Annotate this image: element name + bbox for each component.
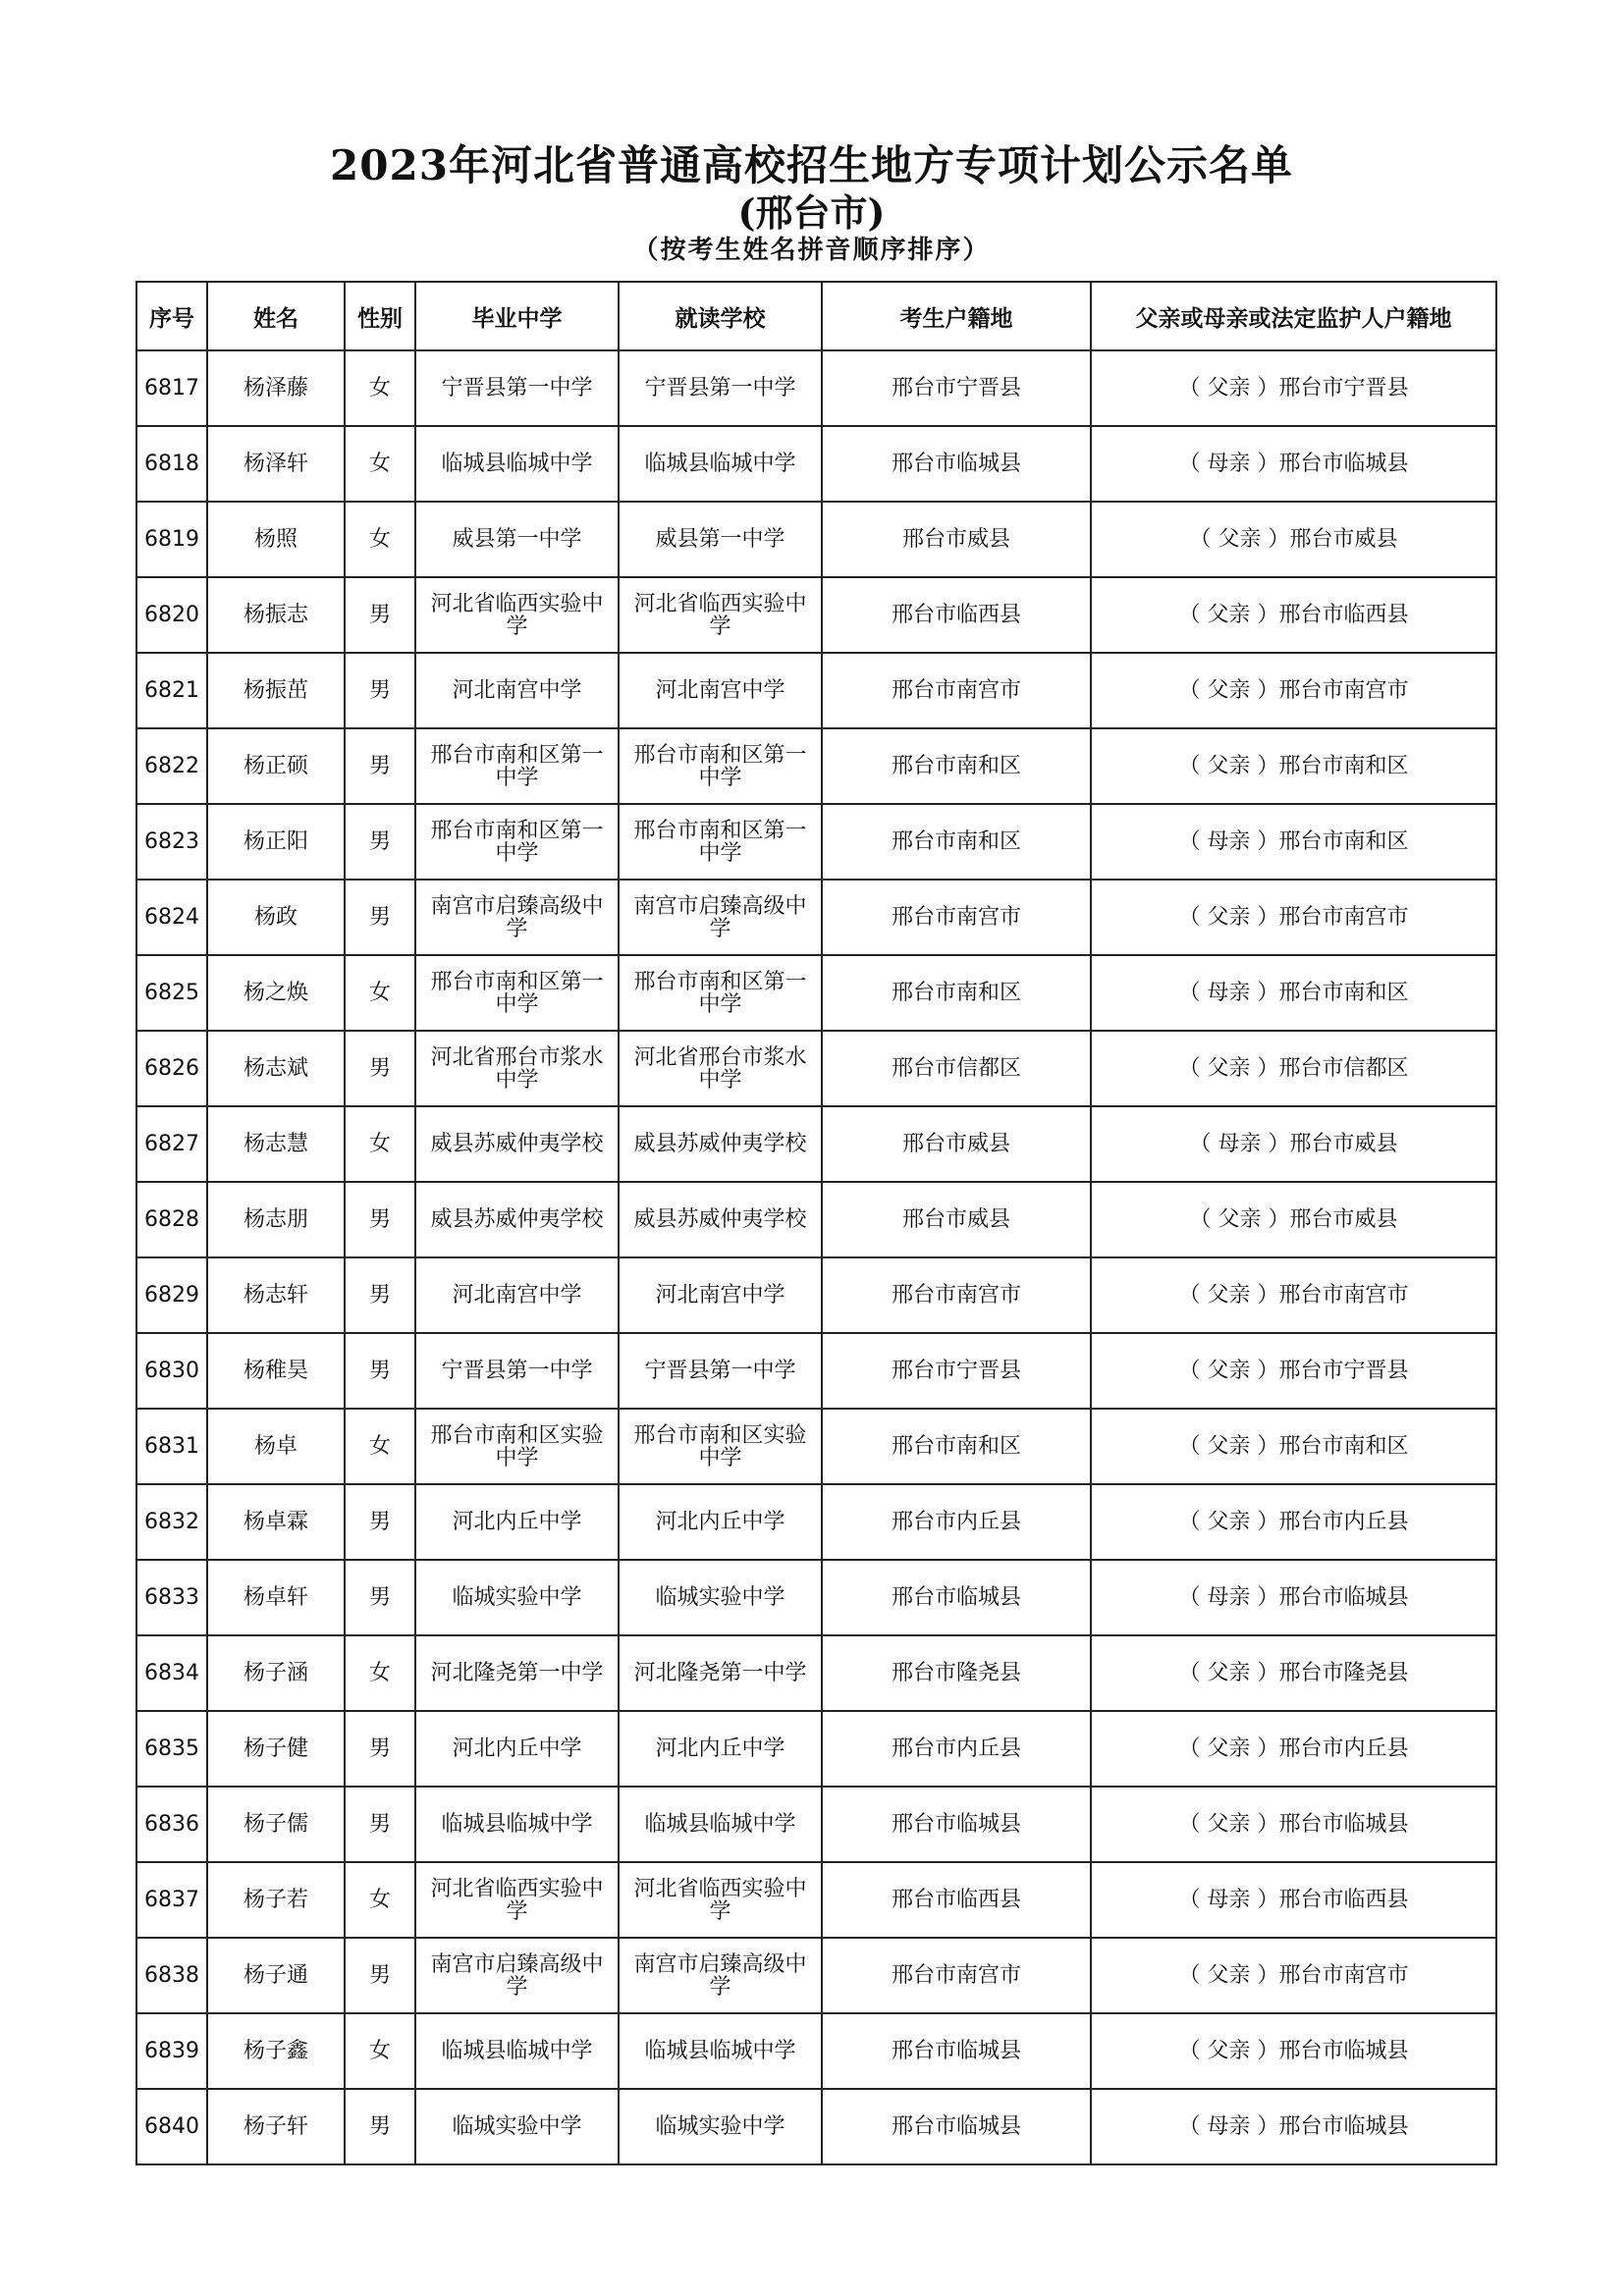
cell-gender: 男 [345, 1182, 415, 1257]
cell-gender: 男 [345, 1257, 415, 1333]
table-row [136, 502, 1496, 577]
table-row [136, 2013, 1496, 2089]
cell-current-school: 邢台市南和区第一中学 [619, 728, 822, 804]
cell-guardian-hukou: （ 母亲 ）邢台市南和区 [1091, 955, 1496, 1031]
cell-student-hukou: 邢台市宁晋县 [822, 1333, 1091, 1409]
cell-guardian-hukou: （ 父亲 ）邢台市南宫市 [1091, 880, 1496, 955]
cell-index: 6832 [136, 1484, 207, 1560]
cell-name: 杨志轩 [207, 1257, 345, 1333]
cell-student-hukou: 邢台市内丘县 [822, 1484, 1091, 1560]
cell-student-hukou: 邢台市南宫市 [822, 1938, 1091, 2013]
cell-guardian-hukou: （ 父亲 ）邢台市南宫市 [1091, 1257, 1496, 1333]
cell-name: 杨志慧 [207, 1106, 345, 1182]
table-row [136, 1257, 1496, 1333]
cell-index: 6827 [136, 1106, 207, 1182]
cell-gender: 男 [345, 1560, 415, 1635]
cell-current-school: 威县第一中学 [619, 502, 822, 577]
cell-student-hukou: 邢台市南和区 [822, 728, 1091, 804]
cell-index: 6821 [136, 653, 207, 728]
cell-index: 6825 [136, 955, 207, 1031]
cell-guardian-hukou: （ 父亲 ）邢台市内丘县 [1091, 1711, 1496, 1787]
cell-graduation-school: 临城县临城中学 [415, 2013, 619, 2089]
cell-gender: 女 [345, 1862, 415, 1938]
cell-current-school: 河北省邢台市浆水中学 [619, 1031, 822, 1106]
cell-name: 杨子健 [207, 1711, 345, 1787]
cell-student-hukou: 邢台市南和区 [822, 1409, 1091, 1484]
cell-current-school: 河北南宫中学 [619, 653, 822, 728]
cell-gender: 男 [345, 804, 415, 880]
cell-current-school: 临城实验中学 [619, 2089, 822, 2164]
table-row [136, 804, 1496, 880]
cell-current-school: 河北内丘中学 [619, 1484, 822, 1560]
cell-gender: 男 [345, 1031, 415, 1106]
cell-name: 杨照 [207, 502, 345, 577]
cell-name: 杨振志 [207, 577, 345, 653]
cell-guardian-hukou: （ 父亲 ）邢台市南和区 [1091, 1409, 1496, 1484]
cell-current-school: 邢台市南和区第一中学 [619, 955, 822, 1031]
cell-graduation-school: 邢台市南和区第一中学 [415, 955, 619, 1031]
cell-student-hukou: 邢台市威县 [822, 1106, 1091, 1182]
cell-student-hukou: 邢台市临城县 [822, 1560, 1091, 1635]
cell-current-school: 宁晋县第一中学 [619, 350, 822, 426]
cell-graduation-school: 临城实验中学 [415, 2089, 619, 2164]
cell-gender: 男 [345, 880, 415, 955]
table-row [136, 955, 1496, 1031]
cell-gender: 女 [345, 350, 415, 426]
cell-name: 杨卓霖 [207, 1484, 345, 1560]
cell-current-school: 河北隆尧第一中学 [619, 1635, 822, 1711]
table-body [136, 350, 1496, 2164]
cell-guardian-hukou: （ 父亲 ）邢台市隆尧县 [1091, 1635, 1496, 1711]
sort-note: （按考生姓名拼音顺序排序） [632, 236, 991, 265]
table-row [136, 1031, 1496, 1106]
cell-gender: 女 [345, 955, 415, 1031]
table-row [136, 1862, 1496, 1938]
cell-current-school: 邢台市南和区第一中学 [619, 804, 822, 880]
cell-student-hukou: 邢台市临城县 [822, 2089, 1091, 2164]
cell-index: 6829 [136, 1257, 207, 1333]
cell-graduation-school: 河北省临西实验中学 [415, 577, 619, 653]
cell-student-hukou: 邢台市南和区 [822, 804, 1091, 880]
cell-guardian-hukou: （ 母亲 ）邢台市临城县 [1091, 1560, 1496, 1635]
cell-index: 6834 [136, 1635, 207, 1711]
cell-graduation-school: 南宫市启臻高级中学 [415, 1938, 619, 2013]
cell-name: 杨子儒 [207, 1787, 345, 1862]
cell-student-hukou: 邢台市南宫市 [822, 653, 1091, 728]
cell-guardian-hukou: （ 母亲 ）邢台市临城县 [1091, 426, 1496, 502]
cell-graduation-school: 宁晋县第一中学 [415, 1333, 619, 1409]
cell-current-school: 南宫市启臻高级中学 [619, 880, 822, 955]
cell-index: 6818 [136, 426, 207, 502]
cell-current-school: 临城实验中学 [619, 1560, 822, 1635]
cell-index: 6817 [136, 350, 207, 426]
cell-graduation-school: 河北内丘中学 [415, 1711, 619, 1787]
cell-current-school: 南宫市启臻高级中学 [619, 1938, 822, 2013]
cell-name: 杨子通 [207, 1938, 345, 2013]
cell-student-hukou: 邢台市隆尧县 [822, 1635, 1091, 1711]
cell-student-hukou: 邢台市临西县 [822, 1862, 1091, 1938]
cell-student-hukou: 邢台市临西县 [822, 577, 1091, 653]
table-row [136, 350, 1496, 426]
cell-index: 6824 [136, 880, 207, 955]
cell-graduation-school: 临城实验中学 [415, 1560, 619, 1635]
cell-name: 杨泽轩 [207, 426, 345, 502]
cell-name: 杨政 [207, 880, 345, 955]
header-graduation-school: 毕业中学 [415, 282, 619, 350]
cell-student-hukou: 邢台市内丘县 [822, 1711, 1091, 1787]
cell-gender: 女 [345, 426, 415, 502]
cell-index: 6836 [136, 1787, 207, 1862]
cell-gender: 男 [345, 1938, 415, 2013]
cell-index: 6831 [136, 1409, 207, 1484]
roster-table [135, 281, 1497, 2165]
table-row [136, 728, 1496, 804]
cell-student-hukou: 邢台市临城县 [822, 1787, 1091, 1862]
cell-current-school: 临城县临城中学 [619, 426, 822, 502]
cell-graduation-school: 河北省临西实验中学 [415, 1862, 619, 1938]
cell-graduation-school: 威县苏威仲夷学校 [415, 1106, 619, 1182]
table-row [136, 1182, 1496, 1257]
cell-index: 6840 [136, 2089, 207, 2164]
table-row [136, 1106, 1496, 1182]
page-subtitle: (邢台市) [737, 190, 886, 235]
header-student-hukou: 考生户籍地 [822, 282, 1091, 350]
cell-index: 6820 [136, 577, 207, 653]
cell-graduation-school: 河北隆尧第一中学 [415, 1635, 619, 1711]
cell-guardian-hukou: （ 父亲 ）邢台市临城县 [1091, 1787, 1496, 1862]
header-current-school: 就读学校 [619, 282, 822, 350]
cell-graduation-school: 邢台市南和区第一中学 [415, 804, 619, 880]
cell-name: 杨稚昊 [207, 1333, 345, 1409]
table-row [136, 1560, 1496, 1635]
cell-guardian-hukou: （ 父亲 ）邢台市临城县 [1091, 2013, 1496, 2089]
cell-current-school: 河北内丘中学 [619, 1711, 822, 1787]
cell-graduation-school: 邢台市南和区第一中学 [415, 728, 619, 804]
cell-gender: 男 [345, 1711, 415, 1787]
table-row [136, 1484, 1496, 1560]
cell-guardian-hukou: （ 父亲 ）邢台市信都区 [1091, 1031, 1496, 1106]
cell-student-hukou: 邢台市宁晋县 [822, 350, 1091, 426]
cell-student-hukou: 邢台市南和区 [822, 955, 1091, 1031]
cell-gender: 男 [345, 577, 415, 653]
cell-current-school: 河北省临西实验中学 [619, 1862, 822, 1938]
cell-name: 杨志斌 [207, 1031, 345, 1106]
cell-index: 6828 [136, 1182, 207, 1257]
cell-current-school: 河北省临西实验中学 [619, 577, 822, 653]
table-row [136, 426, 1496, 502]
cell-graduation-school: 威县苏威仲夷学校 [415, 1182, 619, 1257]
cell-guardian-hukou: （ 父亲 ）邢台市宁晋县 [1091, 1333, 1496, 1409]
cell-index: 6823 [136, 804, 207, 880]
cell-graduation-school: 宁晋县第一中学 [415, 350, 619, 426]
cell-current-school: 河北南宫中学 [619, 1257, 822, 1333]
cell-name: 杨志朋 [207, 1182, 345, 1257]
cell-index: 6822 [136, 728, 207, 804]
cell-name: 杨卓 [207, 1409, 345, 1484]
cell-gender: 男 [345, 1484, 415, 1560]
cell-guardian-hukou: （ 父亲 ）邢台市威县 [1091, 1182, 1496, 1257]
cell-student-hukou: 邢台市临城县 [822, 426, 1091, 502]
table-row [136, 1409, 1496, 1484]
header-gender: 性别 [345, 282, 415, 350]
header-name: 姓名 [207, 282, 345, 350]
cell-gender: 男 [345, 1333, 415, 1409]
table-header [136, 282, 1496, 350]
cell-name: 杨正硕 [207, 728, 345, 804]
cell-gender: 女 [345, 1409, 415, 1484]
cell-name: 杨子鑫 [207, 2013, 345, 2089]
cell-student-hukou: 邢台市南宫市 [822, 880, 1091, 955]
cell-name: 杨之焕 [207, 955, 345, 1031]
cell-name: 杨正阳 [207, 804, 345, 880]
cell-graduation-school: 邢台市南和区实验中学 [415, 1409, 619, 1484]
cell-guardian-hukou: （ 父亲 ）邢台市宁晋县 [1091, 350, 1496, 426]
cell-gender: 女 [345, 1106, 415, 1182]
cell-graduation-school: 临城县临城中学 [415, 1787, 619, 1862]
cell-graduation-school: 河北南宫中学 [415, 653, 619, 728]
cell-index: 6838 [136, 1938, 207, 2013]
cell-guardian-hukou: （ 父亲 ）邢台市内丘县 [1091, 1484, 1496, 1560]
cell-guardian-hukou: （ 父亲 ）邢台市临西县 [1091, 577, 1496, 653]
cell-gender: 女 [345, 2013, 415, 2089]
table-row [136, 653, 1496, 728]
cell-index: 6835 [136, 1711, 207, 1787]
table-row [136, 880, 1496, 955]
table-row [136, 1333, 1496, 1409]
cell-index: 6830 [136, 1333, 207, 1409]
cell-name: 杨卓轩 [207, 1560, 345, 1635]
cell-current-school: 邢台市南和区实验中学 [619, 1409, 822, 1484]
cell-gender: 男 [345, 728, 415, 804]
header-row [136, 282, 1496, 350]
cell-gender: 女 [345, 1635, 415, 1711]
cell-index: 6837 [136, 1862, 207, 1938]
cell-guardian-hukou: （ 母亲 ）邢台市临西县 [1091, 1862, 1496, 1938]
header-guardian-hukou: 父亲或母亲或法定监护人户籍地 [1091, 282, 1496, 350]
cell-current-school: 威县苏威仲夷学校 [619, 1182, 822, 1257]
cell-name: 杨子若 [207, 1862, 345, 1938]
cell-current-school: 威县苏威仲夷学校 [619, 1106, 822, 1182]
cell-student-hukou: 邢台市威县 [822, 502, 1091, 577]
cell-index: 6826 [136, 1031, 207, 1106]
cell-gender: 女 [345, 502, 415, 577]
page-title: 2023年河北省普通高校招生地方专项计划公示名单 [330, 141, 1293, 189]
cell-index: 6833 [136, 1560, 207, 1635]
table-row [136, 1711, 1496, 1787]
cell-gender: 男 [345, 653, 415, 728]
table-row [136, 1787, 1496, 1862]
cell-student-hukou: 邢台市威县 [822, 1182, 1091, 1257]
cell-current-school: 临城县临城中学 [619, 1787, 822, 1862]
cell-graduation-school: 威县第一中学 [415, 502, 619, 577]
cell-guardian-hukou: （ 父亲 ）邢台市威县 [1091, 502, 1496, 577]
cell-graduation-school: 南宫市启臻高级中学 [415, 880, 619, 955]
cell-index: 6839 [136, 2013, 207, 2089]
cell-gender: 男 [345, 2089, 415, 2164]
cell-graduation-school: 河北南宫中学 [415, 1257, 619, 1333]
cell-student-hukou: 邢台市信都区 [822, 1031, 1091, 1106]
table-row [136, 1938, 1496, 2013]
cell-guardian-hukou: （ 父亲 ）邢台市南宫市 [1091, 653, 1496, 728]
cell-name: 杨振茁 [207, 653, 345, 728]
cell-graduation-school: 河北内丘中学 [415, 1484, 619, 1560]
cell-guardian-hukou: （ 父亲 ）邢台市南宫市 [1091, 1938, 1496, 2013]
table-row [136, 577, 1496, 653]
cell-student-hukou: 邢台市南宫市 [822, 1257, 1091, 1333]
cell-guardian-hukou: （ 母亲 ）邢台市威县 [1091, 1106, 1496, 1182]
cell-student-hukou: 邢台市临城县 [822, 2013, 1091, 2089]
cell-graduation-school: 临城县临城中学 [415, 426, 619, 502]
table-row [136, 1635, 1496, 1711]
cell-graduation-school: 河北省邢台市浆水中学 [415, 1031, 619, 1106]
cell-guardian-hukou: （ 父亲 ）邢台市南和区 [1091, 728, 1496, 804]
table-row [136, 2089, 1496, 2164]
header-index: 序号 [136, 282, 207, 350]
cell-gender: 男 [345, 1787, 415, 1862]
cell-name: 杨子涵 [207, 1635, 345, 1711]
cell-index: 6819 [136, 502, 207, 577]
cell-current-school: 宁晋县第一中学 [619, 1333, 822, 1409]
cell-guardian-hukou: （ 母亲 ）邢台市临城县 [1091, 2089, 1496, 2164]
cell-name: 杨泽藤 [207, 350, 345, 426]
cell-name: 杨子轩 [207, 2089, 345, 2164]
cell-current-school: 临城县临城中学 [619, 2013, 822, 2089]
cell-guardian-hukou: （ 母亲 ）邢台市南和区 [1091, 804, 1496, 880]
